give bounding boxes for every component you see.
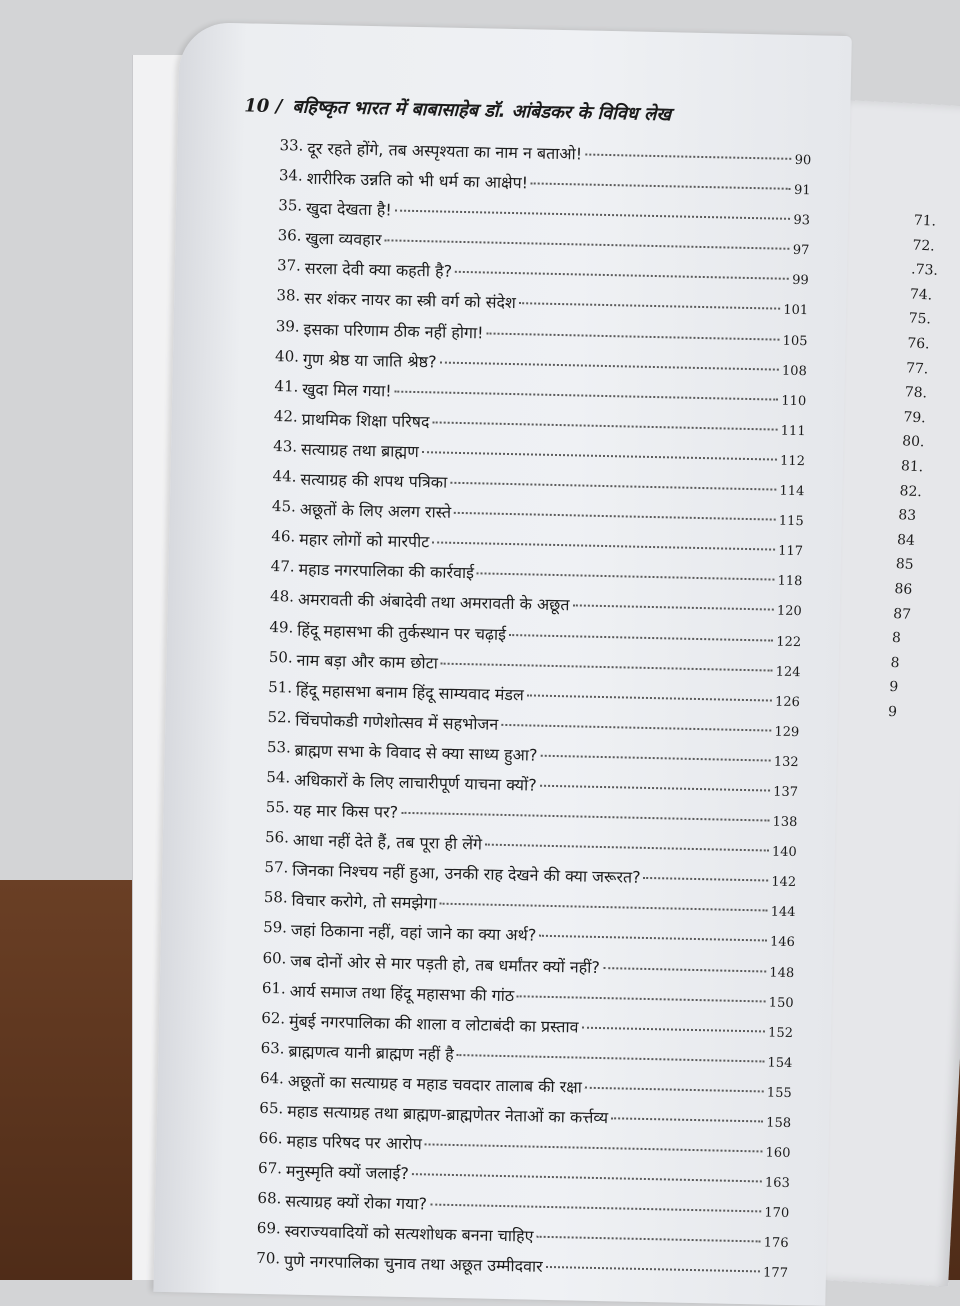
toc-title: जिनका निश्चय नहीं हुआ, उनकी राह देखने की क्या जरूरत? (292, 860, 641, 888)
toc-title: सर शंकर नायर का स्त्री वर्ग को संदेश (304, 289, 517, 313)
toc-page-number: 137 (773, 784, 799, 801)
toc-page-number: 154 (767, 1055, 793, 1071)
dot-leader (432, 421, 777, 430)
toc-title: जहां ठिकाना नहीं, वहां जाने का क्या अर्थ? (290, 920, 537, 946)
toc-title: ब्राह्मण सभा के विवाद से क्या साध्य हुआ? (294, 740, 538, 765)
toc-page-number: 112 (779, 453, 806, 470)
dot-leader (454, 512, 776, 521)
toc-title: सत्याग्रह की शपथ पत्रिका (300, 469, 448, 492)
toc-title: विचार करोगे, तो समझेगा (291, 890, 437, 913)
right-page-number: .73. (910, 261, 939, 280)
dot-leader (450, 482, 776, 491)
book-page (153, 22, 851, 1306)
toc-title: हिंदू महासभा की तुर्कस्थान पर चढ़ाई (297, 620, 507, 644)
toc-title: आधा नहीं देते हैं, तब पूरा ही लेंगे (292, 830, 483, 854)
toc-page-number: 129 (774, 724, 800, 740)
toc-page-number: 111 (780, 423, 806, 440)
toc-page-number: 142 (771, 874, 797, 891)
toc-page-number: 158 (766, 1115, 792, 1132)
toc-number: 49. (269, 617, 294, 637)
toc-page-number: 101 (783, 303, 809, 319)
toc-number: 46. (271, 527, 296, 546)
toc-line (284, 1250, 788, 1283)
toc-title: अधिकारों के लिए लाचारीपूर्ण याचना क्यों? (293, 770, 537, 795)
toc-number: 45. (271, 497, 297, 516)
toc-number: 35. (278, 196, 303, 215)
toc-page-number: 120 (776, 604, 802, 620)
dot-leader (501, 724, 771, 732)
toc-page-number: 114 (779, 483, 805, 500)
toc-number: 48. (269, 587, 295, 606)
toc-page-number: 117 (778, 543, 804, 560)
right-page-number: 85 (895, 556, 914, 574)
toc-number: 34. (278, 166, 303, 185)
toc-title: सत्याग्रह तथा ब्राह्मण (300, 439, 419, 462)
toc-page-number: 122 (776, 634, 802, 650)
right-page-number: 81. (900, 458, 924, 476)
toc-number: 51. (268, 677, 293, 697)
toc-page-number: 177 (762, 1265, 789, 1282)
dot-leader (585, 154, 792, 160)
toc-page-number: 152 (767, 1025, 794, 1041)
table-of-contents (154, 130, 850, 1287)
dot-leader (395, 390, 779, 400)
dot-leader (395, 210, 791, 220)
toc-number: 68. (257, 1189, 282, 1208)
right-page-number: 80. (901, 433, 925, 451)
dot-leader (401, 812, 769, 822)
dot-leader (585, 1087, 764, 1093)
toc-page-number: 170 (764, 1205, 790, 1222)
dot-leader (430, 1204, 761, 1213)
toc-title: नाम बड़ा और काम छोटा (296, 650, 439, 673)
dot-leader (527, 694, 772, 701)
toc-title: महाड नगरपालिका की कार्रवाई (298, 559, 475, 583)
dot-leader (540, 755, 770, 762)
dot-leader (422, 451, 777, 460)
toc-title: महार लोगों को मारपीट (298, 529, 430, 552)
dot-leader (487, 332, 780, 340)
dot-leader (540, 785, 771, 792)
right-page-number: 84 (896, 531, 916, 549)
right-page-number: 87 (892, 605, 912, 623)
toc-number: 56. (264, 828, 290, 847)
toc-page-number: 132 (773, 754, 799, 770)
toc-number: 70. (256, 1249, 281, 1268)
toc-number: 67. (257, 1159, 283, 1178)
dot-leader (425, 1143, 763, 1152)
right-page-number: 9 (888, 679, 899, 696)
dot-leader (644, 877, 769, 882)
toc-title: गुण श्रेष्ठ या जाति श्रेष्ठ? (302, 349, 437, 372)
toc-number: 60. (262, 948, 287, 967)
right-page-number: 86 (894, 580, 913, 598)
right-page-number: 74. (909, 286, 933, 304)
toc-number: 44. (272, 467, 297, 486)
toc-number: 41. (274, 376, 299, 396)
dot-leader (603, 967, 767, 972)
toc-title: मुंबई नगरपालिका की शाला व लोटाबंदी का प्रस्ताव (288, 1011, 579, 1037)
toc-page-number: 155 (766, 1085, 792, 1101)
toc-number: 63. (260, 1038, 285, 1058)
toc-number: 50. (268, 647, 293, 667)
toc-title: महाड सत्याग्रह तथा ब्राह्मण-ब्राह्मणेतर नेताओं का कर्त्तव्य (287, 1101, 609, 1128)
toc-number: 47. (270, 557, 295, 576)
toc-title: हिंदू महासभा बनाम हिंदू साम्यवाद मंडल (295, 680, 525, 705)
toc-title: चिंचपोकडी गणेशोत्सव में सहभोजन (295, 710, 499, 734)
toc-number: 43. (273, 436, 298, 456)
toc-title: ब्राह्मणत्व यानी ब्राह्मण नहीं है (288, 1041, 454, 1064)
toc-number: 58. (263, 888, 288, 907)
toc-page-number: 90 (794, 152, 812, 169)
right-page-number: 72. (912, 237, 936, 255)
toc-page-number: 115 (778, 513, 804, 530)
toc-title: आर्य समाज तथा हिंदू महासभा की गांठ (289, 981, 515, 1005)
toc-number: 40. (274, 346, 300, 366)
toc-number: 57. (264, 858, 289, 877)
toc-title: खुला व्यवहार (305, 228, 382, 250)
running-title: बहिष्कृत भारत में बाबासाहेब डॉ. आंबेडकर के विविध लेख (292, 96, 672, 126)
toc-number: 39. (275, 316, 300, 336)
toc-page-number: 144 (770, 904, 796, 921)
toc-number: 33. (279, 136, 304, 155)
toc-page-number: 110 (781, 393, 807, 409)
toc-page-number: 124 (775, 664, 801, 680)
right-page-number: 82. (899, 482, 923, 500)
toc-number: 52. (267, 707, 292, 727)
toc-number: 66. (258, 1128, 283, 1148)
right-page-number: 8 (890, 654, 900, 672)
dot-leader (477, 573, 775, 581)
toc-title: जब दोनों ओर से मार पड़ती हो, तब धर्मांतर क्यों नहीं? (290, 951, 601, 977)
toc-title: मनुस्मृति क्यों जलाई? (285, 1161, 410, 1184)
right-page-numbers (887, 209, 941, 726)
toc-number: 69. (256, 1219, 281, 1238)
toc-number: 37. (276, 256, 302, 275)
right-page-number: 79. (903, 408, 927, 427)
toc-title: अछूतों का सत्याग्रह व महाड चवदार तालाब की रक्षा (287, 1071, 583, 1097)
toc-title: खुदा देखता है! (305, 198, 392, 220)
dot-leader (440, 361, 780, 370)
toc-number: 55. (265, 798, 290, 817)
toc-number: 59. (263, 918, 288, 937)
page-number: 10 / (244, 95, 283, 118)
toc-page-number: 118 (777, 573, 803, 590)
dot-leader (485, 844, 769, 852)
dot-leader (539, 935, 767, 942)
toc-title: अमरावती की अंबादेवी तथा अमरावती के अछूत (297, 590, 570, 615)
toc-title: अछूतों के लिए अलग रास्ते (299, 499, 452, 522)
toc-page-number: 91 (793, 182, 811, 199)
right-page-number: 9 (887, 703, 898, 721)
toc-page-number: 105 (782, 333, 808, 349)
toc-number: 36. (277, 226, 302, 245)
dot-leader (441, 662, 773, 671)
toc-page-number: 138 (772, 814, 798, 831)
toc-number: 54. (266, 767, 291, 787)
dot-leader (432, 542, 775, 551)
toc-page-number: 108 (781, 363, 807, 379)
toc-page-number: 160 (765, 1145, 791, 1162)
toc-title: दूर रहते होंगे, तब अस्पृश्यता का नाम न बताओ! (307, 138, 583, 164)
toc-page-number: 140 (771, 844, 797, 861)
toc-number: 53. (266, 737, 292, 757)
dot-leader (519, 303, 780, 310)
right-page-number: 77. (905, 359, 929, 378)
dot-leader (455, 271, 789, 280)
dot-leader (517, 995, 766, 1002)
dot-leader (384, 240, 789, 250)
toc-page-number: 150 (768, 995, 794, 1011)
toc-page-number: 148 (769, 965, 795, 981)
toc-number: 61. (261, 978, 286, 998)
dot-leader (440, 903, 768, 912)
right-page-number: 75. (908, 310, 932, 328)
dot-leader (582, 1026, 766, 1032)
toc-page-number: 163 (764, 1175, 790, 1192)
dot-leader (412, 1173, 762, 1182)
right-page-number: 78. (904, 384, 928, 402)
toc-number: 62. (261, 1008, 286, 1028)
toc-title: प्राथमिक शिक्षा परिषद (301, 409, 430, 432)
dot-leader (611, 1117, 763, 1122)
right-page-number: 83 (897, 507, 917, 525)
dot-leader (536, 1236, 760, 1243)
toc-title: सत्याग्रह क्यों रोका गया? (285, 1191, 428, 1214)
toc-title: पुणे नगरपालिका चुनाव तथा अछूत उम्मीदवार (283, 1251, 543, 1277)
page-header (244, 93, 671, 126)
toc-page-number: 146 (769, 934, 796, 951)
right-page-number: 71. (913, 212, 937, 230)
toc-page-number: 126 (774, 694, 801, 710)
right-page-number: 8 (891, 630, 902, 647)
dot-leader (531, 182, 791, 189)
toc-number: 38. (276, 286, 301, 306)
dot-leader (457, 1054, 765, 1062)
toc-title: यह मार किस पर? (293, 800, 399, 822)
toc-number: 42. (273, 406, 298, 426)
toc-title: स्वराज्यवादियों को सत्यशोधक बनना चाहिए (284, 1221, 534, 1247)
dot-leader (509, 634, 773, 642)
dot-leader (572, 605, 774, 611)
toc-page-number: 93 (793, 213, 811, 229)
right-page-number: 76. (906, 335, 930, 353)
toc-title: सरला देवी क्या कहती है? (304, 259, 453, 282)
toc-title: महाड परिषद पर आरोप (286, 1131, 423, 1154)
toc-page-number: 99 (792, 273, 809, 289)
toc-page-number: 176 (763, 1235, 789, 1252)
dot-leader (546, 1266, 761, 1272)
toc-number: 64. (259, 1068, 285, 1088)
toc-title: शारीरिक उन्नति को भी धर्म का आक्षेप! (306, 168, 529, 193)
toc-title: इसका परिणाम ठीक नहीं होगा! (303, 319, 484, 342)
toc-title: खुदा मिल गया! (302, 379, 392, 401)
toc-number: 65. (259, 1098, 284, 1118)
toc-page-number: 97 (792, 243, 810, 259)
